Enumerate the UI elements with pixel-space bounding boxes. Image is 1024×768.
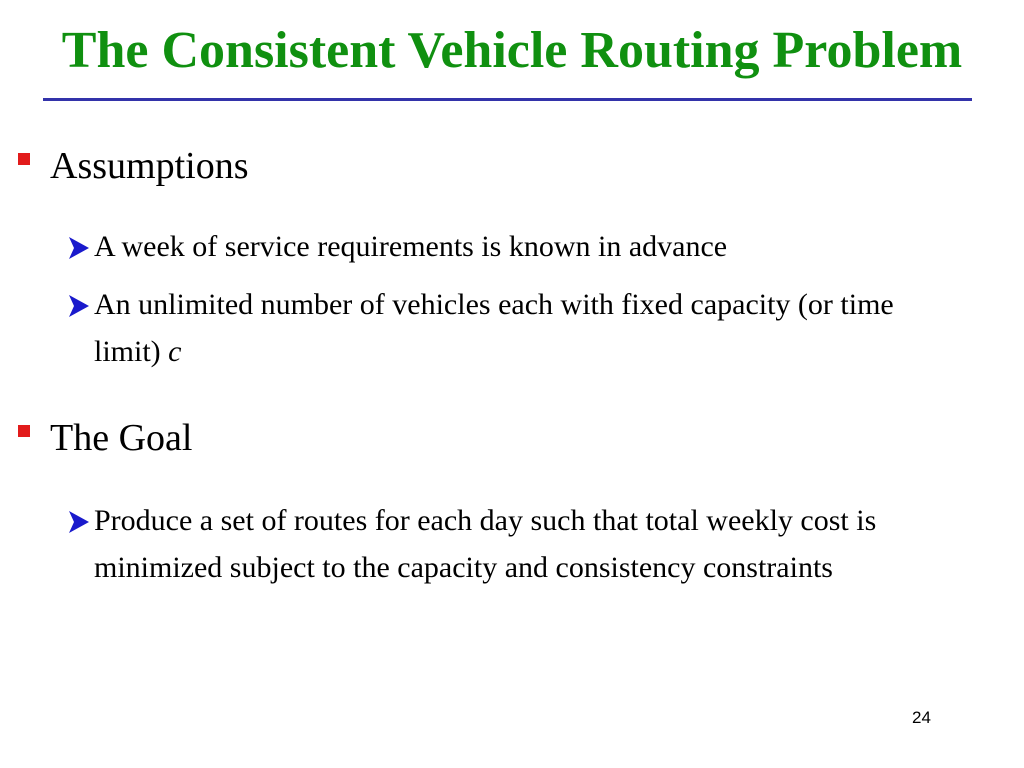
arrow-bullet-icon: [66, 223, 94, 270]
square-bullet-icon: [18, 153, 30, 165]
title-divider: [43, 98, 972, 101]
arrow-bullet-icon: [66, 497, 94, 544]
sub-bullet-text: Produce a set of routes for each day such that total weekly cost is minimized subject to the capacity and consistency constraints: [94, 504, 877, 584]
sub-bullet-text: [94, 281, 894, 375]
sub-bullet-text-main: An unlimited number of vehicles each with fixed capacity (or time limit): [94, 288, 894, 368]
section-heading: The Goal: [50, 417, 193, 459]
arrow-bullet-icon: [66, 281, 94, 328]
section-heading: Assumptions: [50, 145, 249, 187]
page-number: 24: [912, 708, 931, 727]
slide-title: The Consistent Vehicle Routing Problem: [61, 22, 963, 79]
capacity-variable: c: [168, 335, 182, 368]
sub-bullet-text: A week of service requirements is known in advance: [94, 230, 728, 263]
square-bullet-icon: [18, 425, 30, 437]
